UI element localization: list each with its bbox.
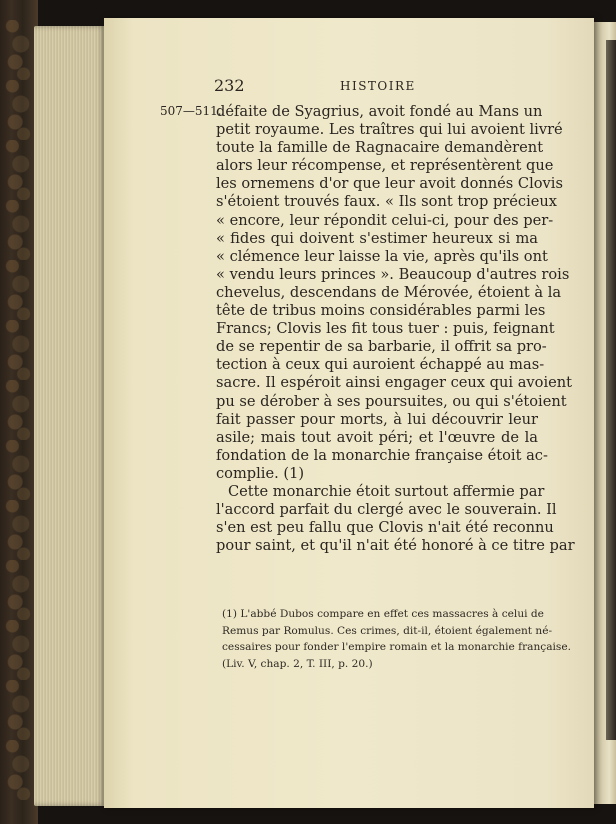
body-line: petit royaume. Les traîtres qui lui avoient livré <box>216 121 563 139</box>
body-line: fondation de la monarchie française étoit ac- <box>216 446 548 464</box>
body-text <box>216 103 575 555</box>
body-line: « encore, leur répondit celui-ci, pour des per- <box>216 211 554 229</box>
body-line: les ornemens d'or que leur avoit donnés Clovis <box>216 175 563 193</box>
body-line: sacre. Il espéroit ainsi engager ceux qui avoient <box>216 374 573 392</box>
margin-date-note: 507—511. <box>160 104 222 118</box>
footnote-line: (1) L'abbé Dubos compare en effet ces massacres à celui de <box>222 608 544 620</box>
body-line: « clémence leur laisse la vie, après qu'ils ont <box>216 247 548 265</box>
body-line: tête de tribus moins considérables parmi les <box>216 302 546 320</box>
body-line: s'étoient trouvés faux. « Ils sont trop précieux <box>216 193 558 211</box>
body-line: fait passer pour morts, à lui découvrir leur <box>216 410 538 428</box>
marbled-cover-pattern <box>4 20 32 800</box>
footnote-line: (Liv. V, chap. 2, T. III, p. 20.) <box>222 657 373 670</box>
body-line: s'en est peu fallu que Clovis n'ait été reconnu <box>216 519 554 537</box>
body-line: « vendu leurs princes ». Beaucoup d'autres rois <box>216 265 570 283</box>
body-line: pu se dérober à ses poursuites, ou qui s'étoient <box>216 392 567 410</box>
footnote-line: Remus par Romulus. Ces crimes, dit-il, étoient également né- <box>222 624 553 637</box>
body-line: « fides qui doivent s'estimer heureux si ma <box>216 229 538 247</box>
page-number: 232 <box>214 76 245 95</box>
body-line: tection à ceux qui auroient échappé au mas- <box>216 356 545 374</box>
body-line: Francs; Clovis les fit tous tuer : puis, feignant <box>216 320 555 338</box>
body-line: Cette monarchie étoit surtout affermie par <box>228 482 545 500</box>
facing-page-shadow <box>606 40 616 740</box>
body-line: toute la famille de Ragnacaire demandèrent <box>216 139 544 157</box>
body-line: l'accord parfait du clergé avec le souverain. Il <box>216 501 557 519</box>
footnote-line: cessaires pour fonder l'empire romain et la monarchie française. <box>222 641 572 653</box>
body-line: défaite de Syagrius, avoit fondé au Mans un <box>216 103 543 120</box>
body-line: alors leur récompense, et représentèrent que <box>216 157 554 175</box>
body-line: de se repentir de sa barbarie, il offrit sa pro- <box>216 338 547 356</box>
running-head: HISTOIRE <box>340 79 416 93</box>
body-line: asile; mais tout avoit péri; et l'œuvre de la <box>216 428 538 446</box>
footnote <box>222 606 572 672</box>
body-line: complie. (1) <box>216 464 305 482</box>
body-line: chevelus, descendans de Mérovée, étoient à la <box>216 283 562 301</box>
body-line: pour saint, et qu'il n'ait été honoré à ce titre par <box>216 537 575 555</box>
page-edge-stack <box>34 26 106 806</box>
